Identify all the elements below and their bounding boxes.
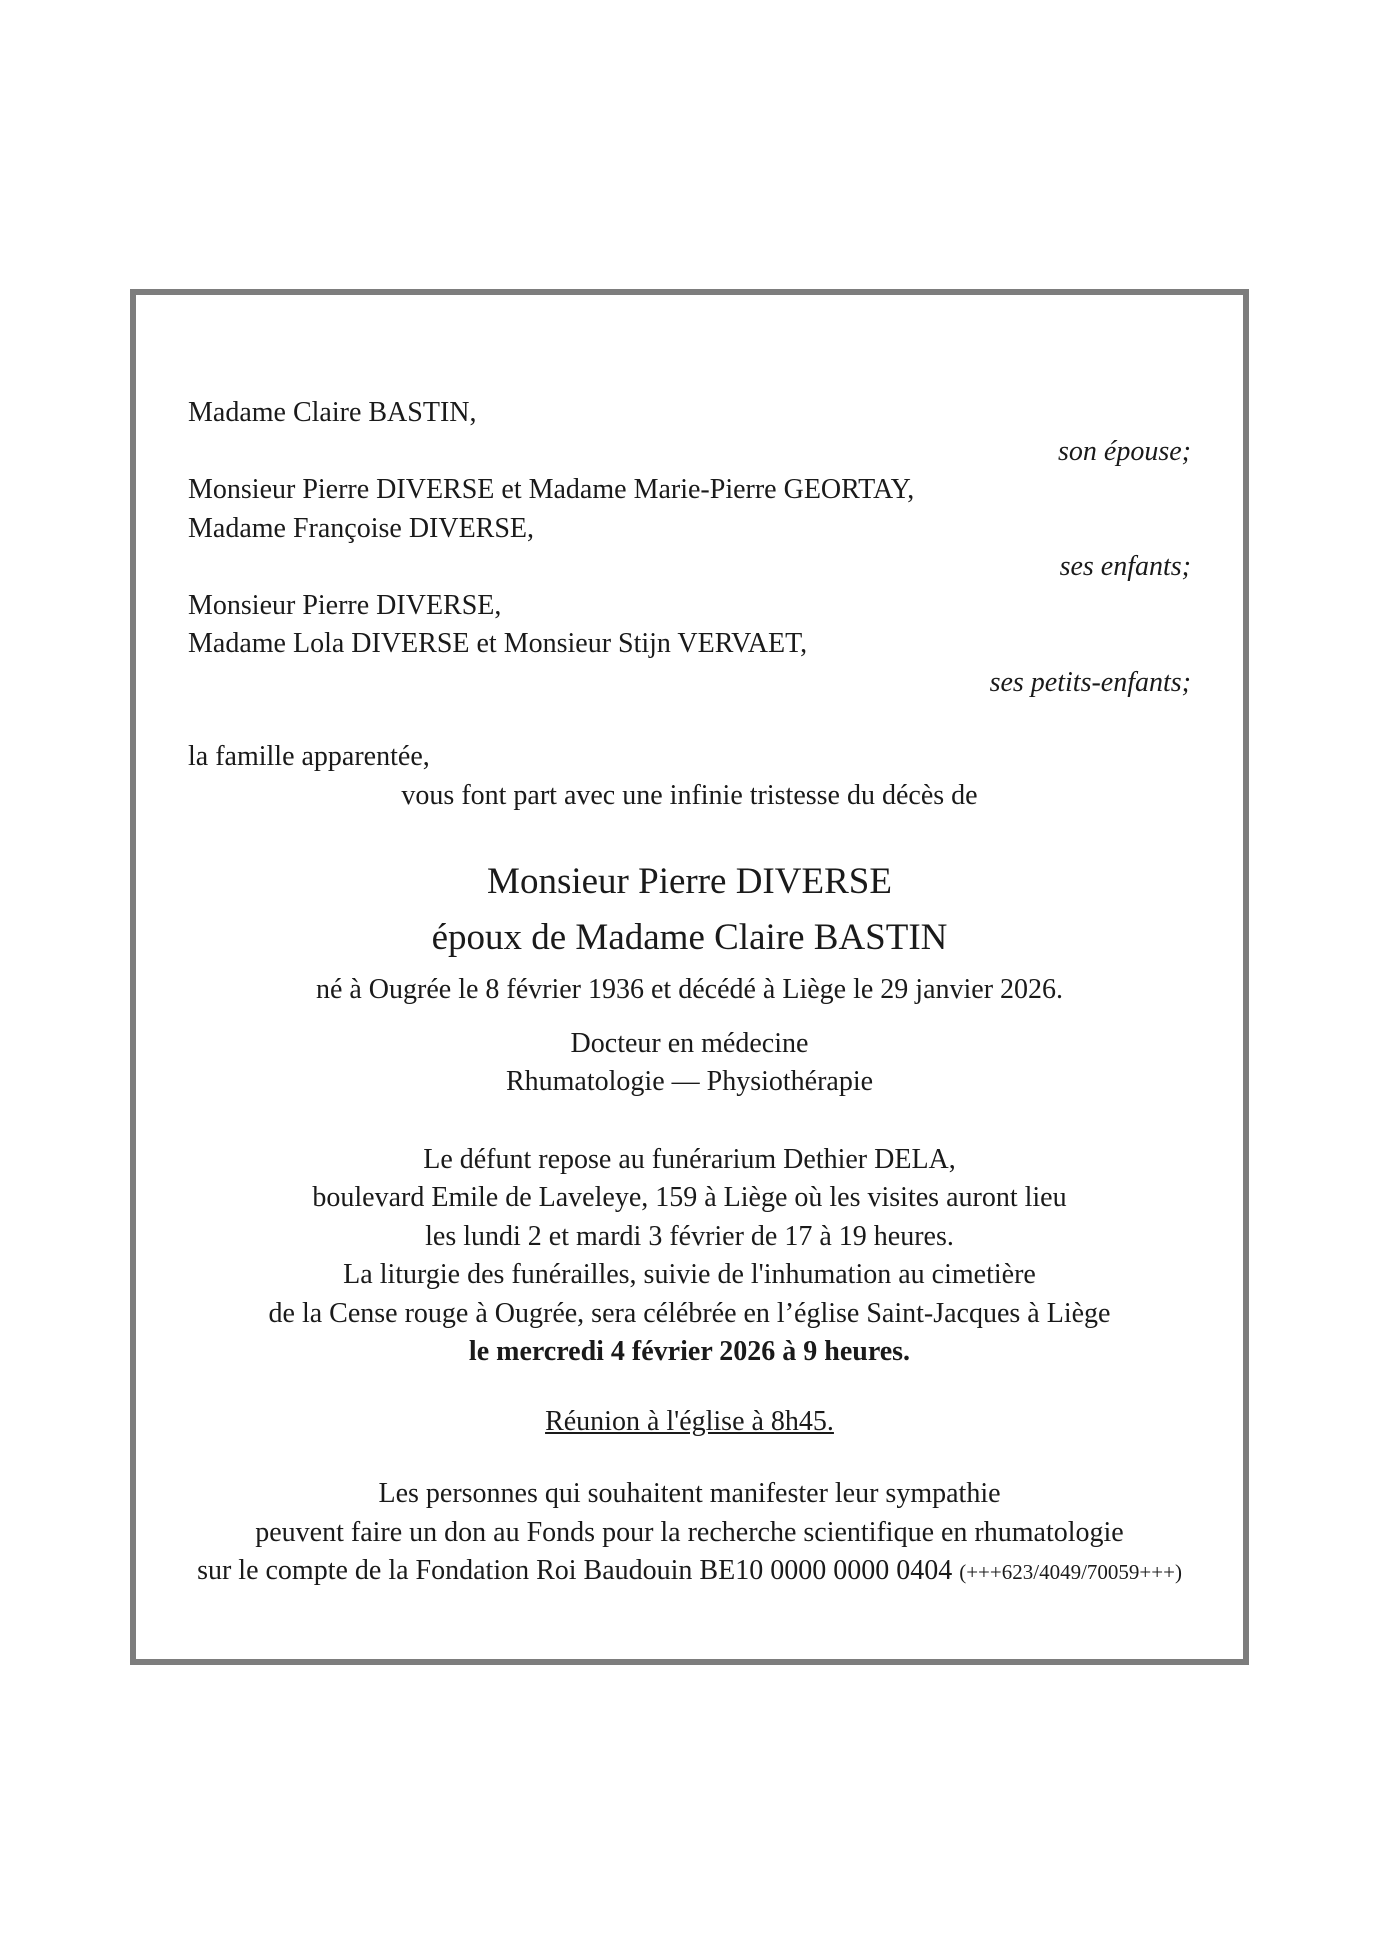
grandchildren-name-line-2: Madame Lola DIVERSE et Monsieur Stijn VERVAET, bbox=[188, 628, 808, 659]
children-relation-label: ses enfants; bbox=[1059, 551, 1191, 582]
donation-line-2: peuvent faire un don au Fonds pour la recherche scientifique en rhumatologie bbox=[255, 1516, 1124, 1548]
profession-line-2: Rhumatologie — Physiothérapie bbox=[505, 1066, 874, 1097]
deceased-spouse-title: époux de Madame Claire BASTIN bbox=[431, 917, 948, 958]
children-name-line-1: Monsieur Pierre DIVERSE et Madame Marie-Pierre GEORTAY, bbox=[188, 474, 915, 505]
intro-line: vous font part avec une infinie tristesse du décès de bbox=[401, 779, 978, 811]
deceased-name-title: Monsieur Pierre DIVERSE bbox=[487, 861, 892, 902]
grandchildren-relation-label: ses petits-enfants; bbox=[989, 666, 1191, 698]
meeting-line bbox=[188, 1403, 1191, 1442]
repose-line-3: les lundi 2 et mardi 3 février de 17 à 19 heures. bbox=[425, 1220, 954, 1252]
donation-account-number: sur le compte de la Fondation Roi Baudouin BE10 0000 0000 0404 bbox=[197, 1555, 953, 1586]
announcement-frame bbox=[130, 289, 1249, 1665]
spouse-name-line: Madame Claire BASTIN, bbox=[188, 397, 477, 428]
repose-line-1: Le défunt repose au funérarium Dethier DELA, bbox=[423, 1143, 956, 1175]
announcement-content bbox=[136, 295, 1243, 1659]
meeting-text: Réunion à l'église à 8h45. bbox=[545, 1405, 834, 1437]
spouse-relation-label: son épouse; bbox=[1058, 435, 1191, 467]
donation-structured-reference: (+++623/4049/70059+++) bbox=[959, 1560, 1182, 1584]
extended-family-line: la famille apparentée, bbox=[188, 741, 430, 772]
ceremony-date-line: le mercredi 4 février 2026 à 9 heures. bbox=[468, 1336, 911, 1367]
repose-line-2: boulevard Emile de Laveleye, 159 à Liège où les visites auront lieu bbox=[312, 1182, 1067, 1213]
donation-account-line bbox=[188, 1552, 1191, 1592]
children-name-line-2: Madame Françoise DIVERSE, bbox=[188, 512, 535, 544]
donation-line-1: Les personnes qui souhaitent manifester leur sympathie bbox=[378, 1478, 1001, 1509]
ceremony-line-2: de la Cense rouge à Ougrée, sera célébrée en l’église Saint-Jacques à Liège bbox=[268, 1297, 1111, 1329]
ceremony-line-1: La liturgie des funérailles, suivie de l'inhumation au cimetière bbox=[343, 1259, 1036, 1290]
grandchildren-name-line-1: Monsieur Pierre DIVERSE, bbox=[188, 589, 502, 621]
profession-line-1: Docteur en médecine bbox=[570, 1027, 809, 1059]
life-dates-line: né à Ougrée le 8 février 1936 et décédé à Liège le 29 janvier 2026. bbox=[315, 974, 1064, 1005]
